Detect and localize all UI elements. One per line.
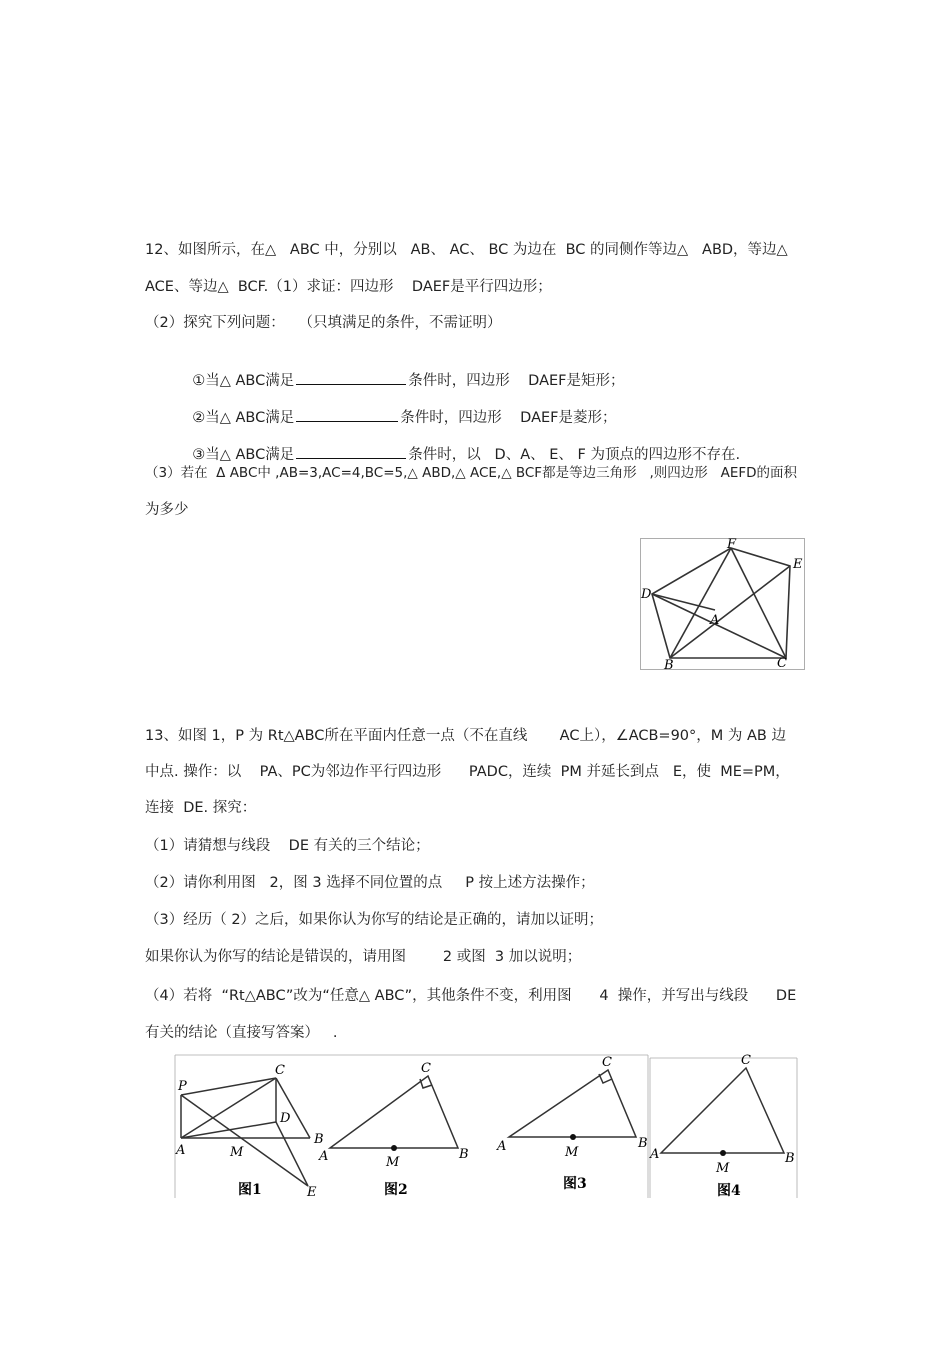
fig4-caption: 图4 — [717, 1183, 741, 1199]
fig1-label-M: M — [230, 1145, 244, 1160]
q13-line5: （2）请你利用图 2，图 3 选择不同位置的点 P 按上述方法操作； — [145, 875, 595, 891]
fig2-label-C: C — [421, 1061, 431, 1076]
fig4-label-C: C — [741, 1053, 751, 1068]
fig3-caption: 图3 — [563, 1176, 587, 1192]
fig3-label-M: M — [565, 1145, 579, 1160]
q12-condition-1-prefix: ①当△ ABC满足 — [192, 373, 295, 389]
q12-condition-1 — [183, 350, 625, 391]
q13-line9: 有关的结论（直接写答案） . — [145, 1025, 338, 1041]
q12-figure — [640, 538, 805, 670]
fig2-label-M: M — [386, 1155, 400, 1170]
fig2-label-B: B — [459, 1147, 469, 1162]
q12-line3: （2）探究下列问题： （只填满足的条件，不需证明） — [145, 315, 502, 331]
fig1-label-C: C — [275, 1063, 285, 1078]
answer-blank-1[interactable] — [296, 370, 406, 385]
fig4-label-A: A — [650, 1147, 660, 1162]
fig1-caption: 图1 — [238, 1182, 262, 1198]
fig2-label-A: A — [319, 1149, 329, 1164]
answer-blank-2[interactable] — [296, 407, 398, 422]
label-D: D — [641, 587, 652, 602]
fig2-midpoint — [391, 1145, 397, 1151]
q12-line8: 为多少 — [145, 502, 189, 518]
label-E: E — [793, 557, 803, 572]
label-A: A — [710, 613, 720, 628]
figure-2 — [318, 1061, 469, 1198]
answer-blank-3[interactable] — [296, 444, 406, 459]
q12-condition-2 — [183, 387, 617, 428]
q13-line2: 中点. 操作：以 PA、PC为邻边作平行四边形 PADC，连续 PM 并延长到点 E，使 ME=PM， — [145, 764, 790, 780]
q12-condition-2-suffix: 条件时，四边形 DAEF是菱形； — [400, 410, 617, 426]
fig1-label-B: B — [314, 1132, 324, 1147]
fig4-midpoint — [720, 1150, 726, 1156]
q13-figures — [170, 1050, 800, 1200]
fig4-label-M: M — [716, 1161, 730, 1176]
figure-1 — [175, 1063, 324, 1200]
fig3-label-C: C — [602, 1055, 612, 1070]
fig2-caption: 图2 — [384, 1182, 408, 1198]
label-C: C — [777, 656, 787, 670]
fig3-label-A: A — [497, 1139, 507, 1154]
fig1-label-A: A — [176, 1143, 186, 1158]
q13-line8: （4）若将 “Rt△ABC”改为“任意△ ABC”，其他条件不变，利用图 4 操作，并写出与线段 DE — [145, 988, 797, 1004]
fig1-label-D: D — [280, 1111, 291, 1126]
q12-condition-1-suffix: 条件时，四边形 DAEF是矩形； — [408, 373, 625, 389]
figure-3 — [496, 1055, 648, 1192]
fig1-label-P: P — [178, 1079, 187, 1094]
q13-line6: （3）经历（ 2）之后，如果你认为你写的结论是正确的，请加以证明； — [145, 912, 604, 928]
q13-line3: 连接 DE. 探究： — [145, 800, 257, 816]
figure-4 — [649, 1053, 795, 1199]
q12-line2: ACE、等边△ BCF.（1）求证：四边形 DAEF是平行四边形； — [145, 279, 552, 295]
label-B: B — [664, 658, 674, 670]
fig3-midpoint — [570, 1134, 576, 1140]
q12-line1: 12、如图所示，在△ ABC 中，分别以 AB、 AC、 BC 为边在 BC 的同侧作等边△ ABD，等边△ — [145, 242, 788, 258]
q12-condition-3 — [183, 424, 740, 465]
q13-line7: 如果你认为你写的结论是错误的，请用图 2 或图 3 加以说明； — [145, 949, 582, 965]
label-F: F — [727, 538, 737, 552]
q12-condition-3-prefix: ③当△ ABC满足 — [192, 447, 295, 463]
q13-line1: 13、如图 1，P 为 Rt△ABC所在平面内任意一点（不在直线 AC上），∠ACB=90°，M 为 AB 边 — [145, 728, 786, 744]
fig4-label-B: B — [785, 1151, 795, 1166]
q12-line7: （3）若在 Δ ABC中 ,AB=3,AC=4,BC=5,△ ABD,△ ACE,△ BCF都是等边三角形 ,则四边形 AEFD的面积 — [145, 465, 798, 481]
q12-condition-3-suffix: 条件时，以 D、A、 E、 F 为顶点的四边形不存在. — [408, 447, 741, 463]
q12-condition-2-prefix: ②当△ ABC满足 — [192, 410, 295, 426]
fig3-label-B: B — [638, 1136, 648, 1151]
fig1-label-E: E — [307, 1185, 317, 1200]
q13-line4: （1）请猜想与线段 DE 有关的三个结论； — [145, 838, 430, 854]
